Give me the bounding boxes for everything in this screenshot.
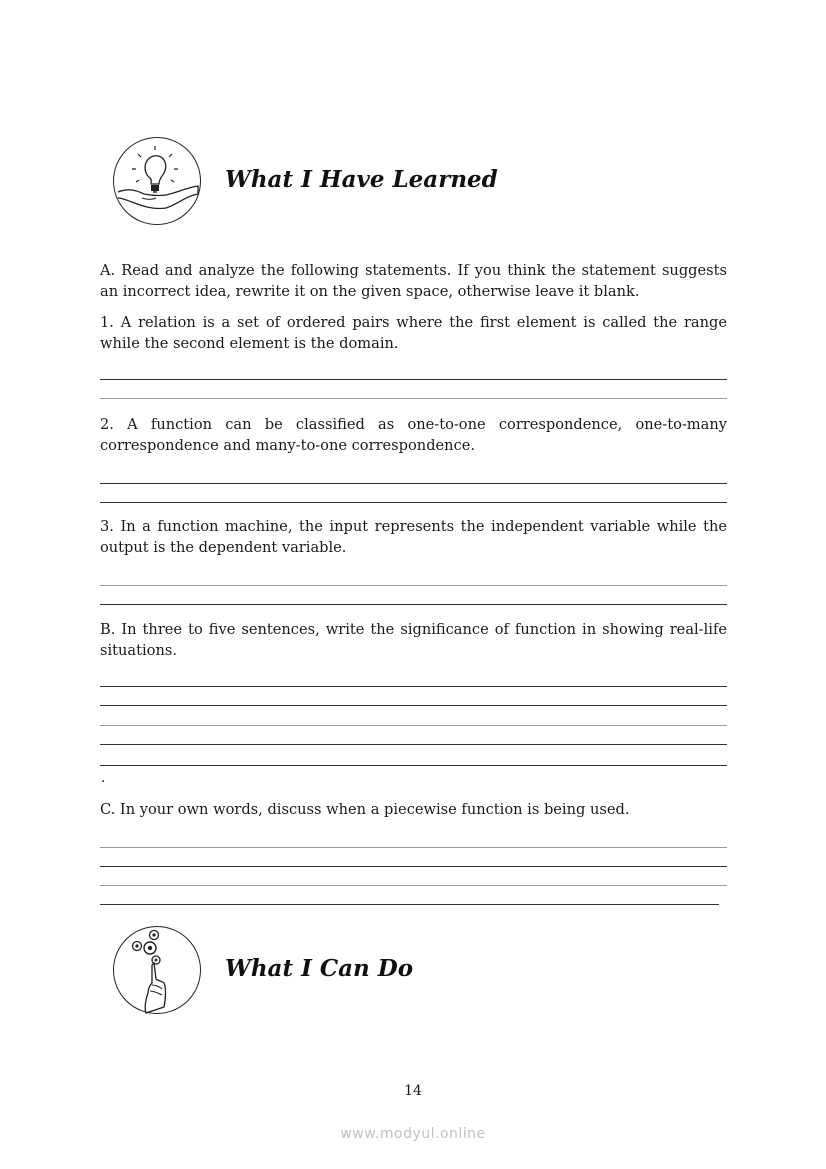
part-b-instruction: B. In three to five sentences, write the significance of function in showing real-life situations.: [100, 621, 727, 659]
answer-line[interactable]: [100, 398, 727, 399]
part-a-item-1: 1. A relation is a set of ordered pairs where the first element is called the range while the second element is the domain.: [100, 314, 727, 352]
answer-line[interactable]: [100, 705, 727, 706]
section-title-learned: What I Have Learned: [225, 166, 498, 193]
answer-line[interactable]: [100, 379, 727, 380]
part-a-instruction: A. Read and analyze the following statements. If you think the statement suggests an incorrect idea, rewrite it on the given space, otherwise leave it blank.: [100, 262, 727, 300]
stray-period: .: [101, 770, 106, 786]
answer-line[interactable]: [100, 502, 727, 503]
answer-line[interactable]: [100, 604, 727, 605]
answer-line[interactable]: [100, 483, 727, 484]
part-a-item-3: 3. In a function machine, the input represents the independent variable while the output is the dependent variable.: [100, 518, 727, 556]
answer-line[interactable]: [100, 885, 727, 886]
answer-line[interactable]: [100, 725, 727, 726]
answer-line[interactable]: [100, 765, 727, 766]
watermark: www.modyul.online: [340, 1126, 486, 1142]
part-c-instruction: C. In your own words, discuss when a piecewise function is being used.: [100, 801, 630, 818]
part-a-item-2: 2. A function can be classified as one-to-one correspondence, one-to-many correspondence and many-to-one correspondence.: [100, 416, 727, 454]
section-title-can-do: What I Can Do: [225, 955, 414, 982]
answer-line[interactable]: [100, 904, 719, 905]
answer-line[interactable]: [100, 847, 727, 848]
answer-line[interactable]: [100, 866, 727, 867]
answer-line[interactable]: [100, 585, 727, 586]
lightbulb-hand-icon: [113, 137, 201, 225]
page-number: 14: [404, 1083, 422, 1099]
answer-line[interactable]: [100, 686, 727, 687]
answer-line[interactable]: [100, 744, 727, 745]
hand-gears-icon: [113, 926, 201, 1014]
